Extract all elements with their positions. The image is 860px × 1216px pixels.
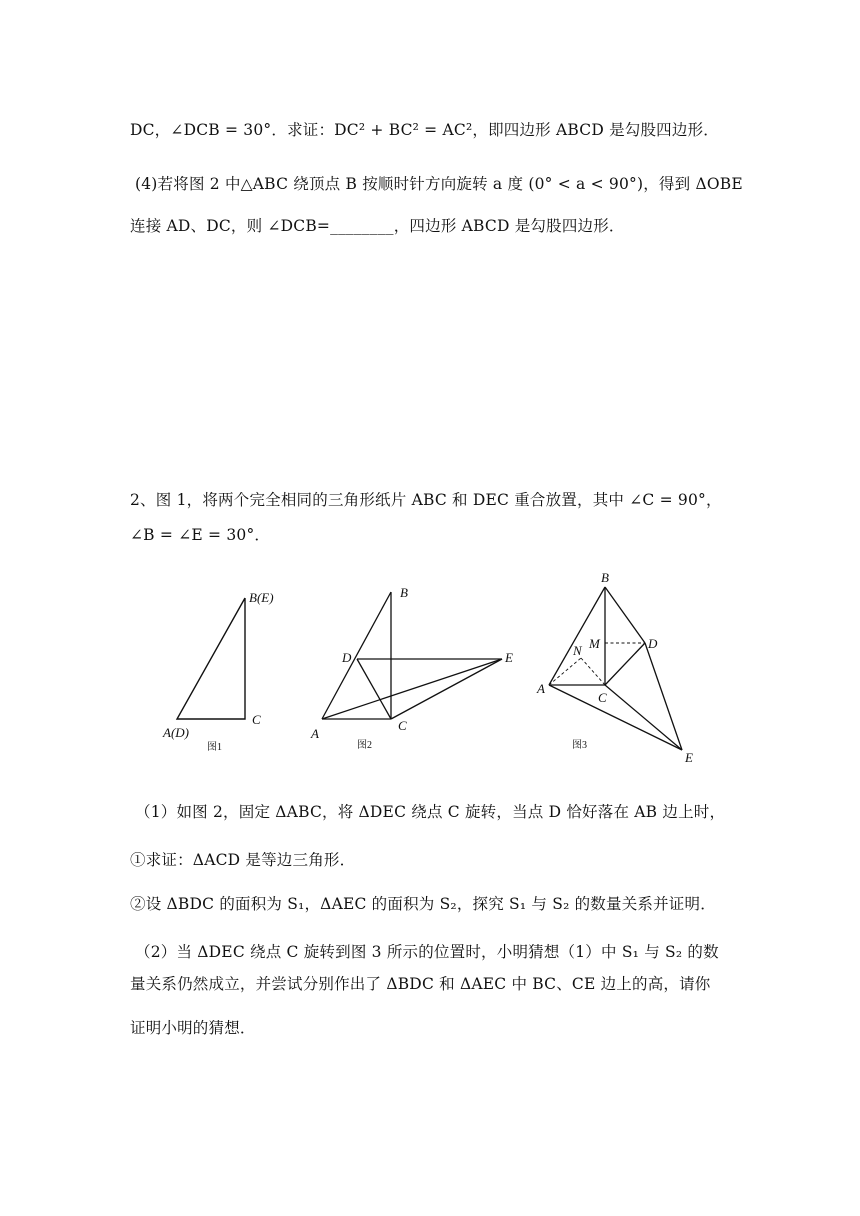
fig1-label-c: C xyxy=(252,712,261,727)
text-line-2: (4)若将图 2 中△ABC 绕顶点 B 按顺时针方向旋转 a 度 (0° < a < 90°)，得到 ΔOBE xyxy=(135,175,743,193)
fig2-label-c: C xyxy=(398,718,407,733)
text-line-1: DC，∠DCB = 30°．求证：DC² + BC² = AC²，即四边形 ABCD 是勾股四边形． xyxy=(130,121,719,139)
text-line-4: 2、图 1，将两个完全相同的三角形纸片 ABC 和 DEC 重合放置，其中 ∠C = 90°， xyxy=(130,491,722,509)
fig1-caption: 图1 xyxy=(207,742,222,753)
fig3-label-d: D xyxy=(648,636,658,651)
fig3-caption: 图3 xyxy=(572,740,587,751)
figure-3 xyxy=(530,565,710,770)
fig3-label-n: N xyxy=(573,643,582,658)
text-line-7: ①求证：ΔACD 是等边三角形． xyxy=(130,851,356,869)
fig1-label-b: B(E) xyxy=(249,590,274,605)
fig2-label-e: E xyxy=(505,650,513,665)
figure-2 xyxy=(305,580,535,755)
fig2-label-a: A xyxy=(311,726,319,741)
fig3-label-a: A xyxy=(537,681,545,696)
fig1-label-a: A(D) xyxy=(163,725,189,740)
text-line-11: 证明小明的猜想． xyxy=(130,1019,256,1037)
fig3-label-m: M xyxy=(589,636,600,651)
text-line-5: ∠B = ∠E = 30°． xyxy=(130,526,271,544)
fig3-label-c: C xyxy=(598,690,607,705)
text-line-8: ②设 ΔBDC 的面积为 S₁，ΔAEC 的面积为 S₂，探究 S₁ 与 S₂ 的数量关系并证明． xyxy=(130,895,716,913)
text-line-9: （2）当 ΔDEC 绕点 C 旋转到图 3 所示的位置时，小明猜想（1）中 S₁ 与 S₂ 的数 xyxy=(135,943,719,961)
fig2-caption: 图2 xyxy=(357,740,372,751)
fig2-label-d: D xyxy=(342,650,352,665)
fig1-triangle xyxy=(177,598,245,719)
fig3-lines xyxy=(549,587,682,750)
text-line-10: 量关系仍然成立，并尝试分别作出了 ΔBDC 和 ΔAEC 中 BC、CE 边上的高，请你 xyxy=(130,975,711,993)
fig3-label-b: B xyxy=(601,570,609,585)
fig3-label-e: E xyxy=(685,750,693,765)
text-line-3: 连接 AD、DC，则 ∠DCB=________，四边形 ABCD 是勾股四边形． xyxy=(130,217,625,235)
text-line-6: （1）如图 2，固定 ΔABC，将 ΔDEC 绕点 C 旋转，当点 D 恰好落在 AB 边上时， xyxy=(135,803,726,821)
figure-1 xyxy=(160,585,300,755)
fig2-label-b: B xyxy=(400,585,408,600)
